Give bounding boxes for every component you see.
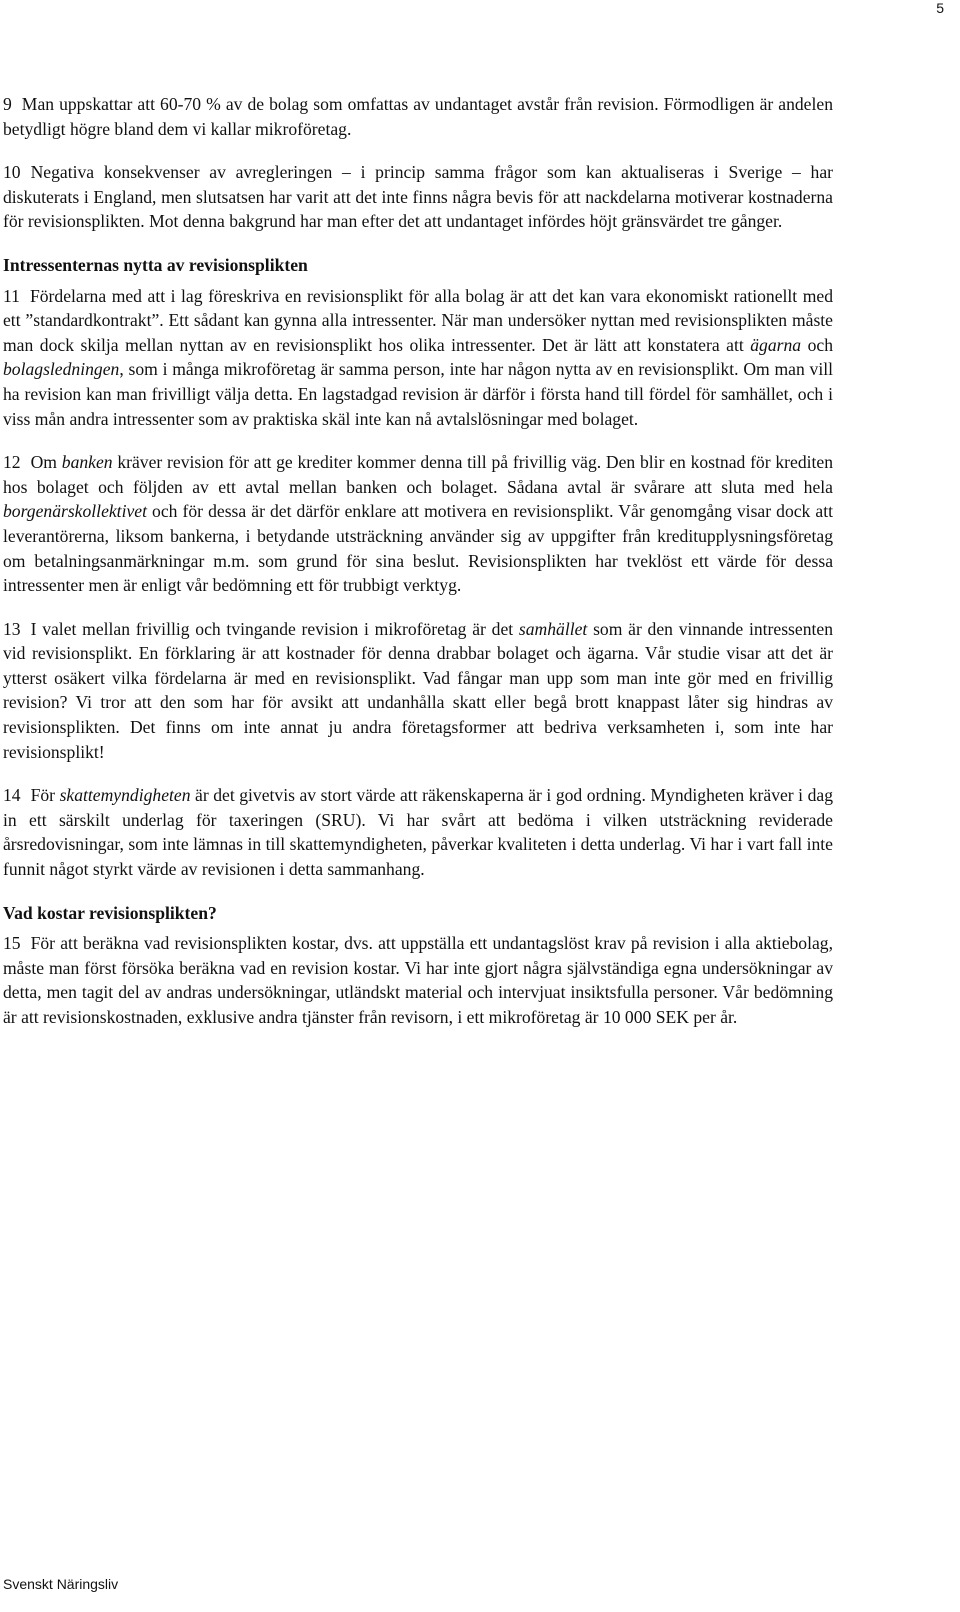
section-heading-cost: Vad kostar revisionsplikten? — [3, 902, 217, 923]
paragraph-13 — [3, 617, 833, 765]
paragraph-number: 10 — [3, 162, 21, 183]
paragraph-text: och för dessa är det därför enklare att motivera en revisionsplikt. Vår genomgång visar dock att leverantörerna, liksom bankerna, i betydande utsträckning använder sig av uppgifter från kreditupplysningsföretag om betalningsanmärkningar m.m. som grund för sina beslut. Revisionsplikten har tveklöst ett värde för dessa intressenter men är enligt vår bedömning ett för trubbigt verktyg. — [3, 501, 833, 596]
paragraph-number: 11 — [3, 285, 20, 306]
paragraph-text: är det givetvis av stort värde att räkenskaperna är i god ordning. Myndigheten kräver i dag in ett särskilt underlag för taxeringen (SRU). Vi har svårt att bedöma i vilken utsträckning reviderade årsredovisningar, som inte lämnas in till skattemyndigheten, påverkar kvaliteten i detta underlag. Vi har i vart fall inte funnit något styrkt värde av revisionen i detta sammanhang. — [3, 785, 833, 880]
paragraph-15 — [3, 931, 833, 1029]
document-body — [3, 92, 833, 1030]
paragraph-number: 15 — [3, 933, 21, 954]
paragraph-number: 13 — [3, 618, 21, 639]
paragraph-12 — [3, 450, 833, 598]
paragraph-text: som är den vinnande intressenten vid revisionsplikt. En förklaring är att kostnader för denna drabbar bolaget och ägarna. Vår studie visar att det är ytterst osäkert vilka fördelarna är med en revisionsplikt. Vad fångar man upp som man inte gör med en frivillig revision? Vi tror att den som har för avsikt att undanhålla skatt eller begå brott knappast låter sig hindras av revisionsplikten. Det finns om inte annat ju andra företagsformer att bedriva verksamheten i, som inte har revisionsplikt! — [3, 618, 833, 762]
paragraph-number: 12 — [3, 452, 21, 473]
section-heading-stakeholders: Intressenternas nytta av revisionsplikten — [3, 254, 308, 275]
paragraph-text: Negativa konsekvenser av avregleringen – i princip samma frågor som kan aktualiseras i Sverige – har diskuterats i England, men slutsatsen har varit att det inte finns några bevis för att nackdelarna motiverar kostnaderna för revisionsplikten. Mot denna bakgrund har man efter det att undantaget infördes höjt gränsvärdet tre gånger. — [3, 162, 833, 232]
emphasis: skattemyndigheten — [59, 785, 191, 806]
paragraph-14 — [3, 783, 833, 881]
paragraph-number: 14 — [3, 785, 21, 806]
paragraph-text: Fördelarna med att i lag föreskriva en revisionsplikt för alla bolag är att det kan vara ekonomiskt rationellt med ett ”standardkontrakt”. Ett sådant kan gynna alla intressenter. När man undersöker nyttan med revisionsplikten måste man dock skilja mellan nyttan av en revisionsplikt hos olika intressenter. Det är lätt att konstatera att — [3, 285, 833, 355]
emphasis: samhället — [518, 618, 588, 639]
emphasis: bolagsledningen — [3, 359, 120, 380]
paragraph-text: För — [30, 785, 60, 806]
paragraph-text: , som i många mikroföretag är samma person, inte har någon nytta av en revisionsplikt. Om man vill ha revision kan man frivilligt välja detta. En lagstadgad revision är därför i första hand till fördel för samhället, och i viss mån andra intressenter som av praktiska skäl inte kan nå avtalslösningar med bolaget. — [3, 359, 833, 429]
paragraph-text: Man uppskattar att 60-70 % av de bolag som omfattas av undantaget avstår från revision. Förmodligen är andelen betydligt högre bland dem vi kallar mikroföretag. — [3, 94, 833, 139]
paragraph-text: Om — [30, 452, 62, 473]
paragraph-text: och — [801, 334, 833, 355]
emphasis: banken — [61, 452, 113, 473]
page-number: 5 — [936, 0, 944, 16]
paragraph-text: I valet mellan frivillig och tvingande revision i mikroföretag är det — [30, 618, 519, 639]
footer-publisher: Svenskt Näringsliv — [3, 1576, 119, 1592]
emphasis: ägarna — [750, 334, 802, 355]
paragraph-text: För att beräkna vad revisionsplikten kostar, dvs. att uppställa ett undantagslöst krav på revision i alla aktiebolag, måste man först försöka beräkna vad en revision kostar. Vi har inte gjort några självständiga egna undersökningar av detta, men tagit del av andras undersökningar, utländskt material och intervjuat insiktsfulla personer. Vår bedömning är att revisionskostnaden, exklusive andra tjänster från revisorn, i ett mikroföretag är 10 000 SEK per år. — [3, 933, 833, 1027]
paragraph-11 — [3, 284, 833, 432]
paragraph-text: kräver revision för att ge krediter kommer denna till på frivillig väg. Den blir en kostnad för krediten hos bolaget och följden av ett avtal mellan banken och bolaget. Sådana avtal är svårare att sluta med hela — [3, 452, 833, 497]
emphasis: borgenärskollektivet — [3, 501, 147, 522]
paragraph-10 — [3, 160, 833, 234]
paragraph-number: 9 — [3, 94, 12, 114]
paragraph-9 — [3, 92, 833, 141]
